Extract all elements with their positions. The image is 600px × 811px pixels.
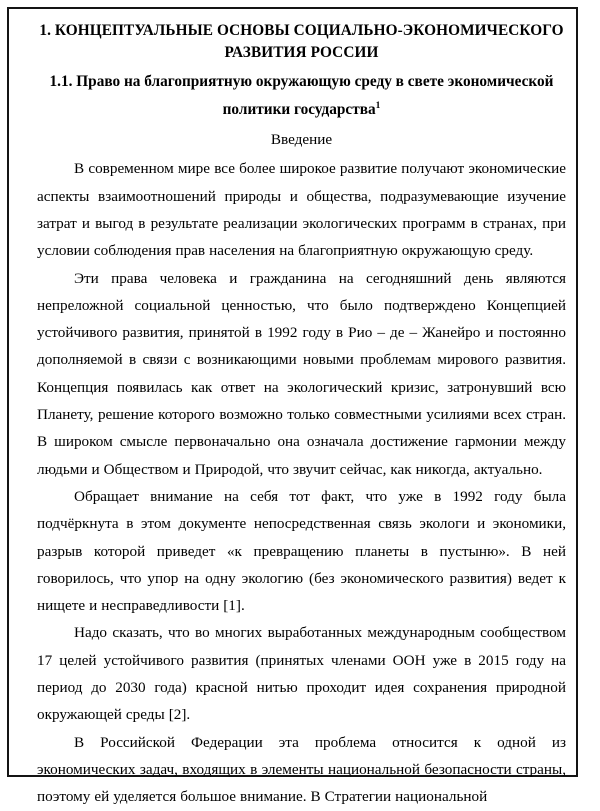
chapter-title-line-2: РАЗВИТИЯ РОССИИ xyxy=(224,44,379,62)
document-page xyxy=(7,7,578,806)
page-content-area xyxy=(9,9,576,806)
body-paragraph-2: Эти права человека и гражданина на сегодняшний день являются непреложной социальной ценностью, что было подтверждено Концепцией устойчивого развития, принятой в 1992 году в Рио – де – Жанейро и постоянно дополняемой в связи с возникающими новыми проблемам мирового развития. Концепция появилась как ответ на экологический кризис, затронувший всю Планету, решение которого возможно только совместными усилиями всех стран. В широком смысле первоначально она означала достижение гармонии между людьми и Обществом и Природой, что звучит сейчас, как никогда, актуально. xyxy=(37,269,566,478)
introduction-heading: Введение xyxy=(270,131,333,149)
body-paragraph-1: В современном мире все более широкое развитие получают экономические аспекты взаимоотношений природы и общества, подразумевающие изучение затрат и выгод в результате реализации экологических программ в странах, при условии соблюдения прав населения на благоприятную окружающую среду. xyxy=(37,160,566,260)
body-paragraph-3: Обращает внимание на себя тот факт, что уже в 1992 году была подчёркнута в этом документе непосредственная связь экологи и экономики, разрыв которой приведет «к превращению планеты в пустыню». В ней говорилось, что упор на одну экологию (без экономического развития) ведет к нищете и несправедливости [1]. xyxy=(37,487,566,615)
body-paragraph-4: Надо сказать, что во многих выработанных международным сообществом 17 целей устойчивого развития (принятых членами ООН уже в 2015 году на период до 2030 года) красной нитью проходит идея сохранения природной окружающей среды [2]. xyxy=(37,624,566,724)
document-text-body xyxy=(37,20,566,811)
chapter-title-line-1: 1. КОНЦЕПТУАЛЬНЫЕ ОСНОВЫ СОЦИАЛЬНО-ЭКОНОМИЧЕСКОГО xyxy=(39,22,564,39)
body-paragraph-5: В Российской Федерации эта проблема относится к одной из экономических задач, входящих в элементы национальной безопасности страны, поэтому ей уделяется большое внимание. В Стратегии национальной xyxy=(37,733,566,806)
section-title xyxy=(37,68,566,123)
section-title-line-1: 1.1. Право на благоприятную окружающую среду в свете экономической xyxy=(49,73,554,91)
section-title-line-2: политики государства xyxy=(222,100,376,118)
chapter-title xyxy=(37,20,566,64)
footnote-marker: 1 xyxy=(375,100,381,111)
